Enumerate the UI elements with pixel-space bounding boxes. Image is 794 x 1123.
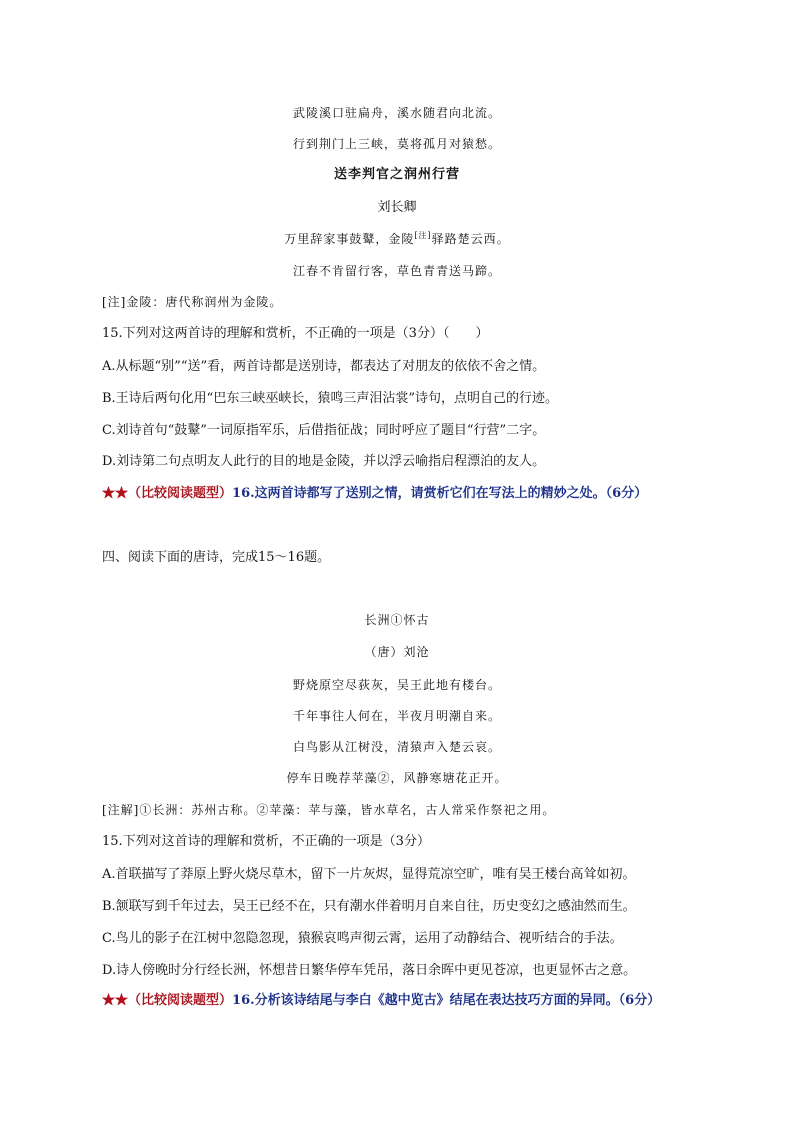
question-type-tag-2: （比较阅读题型） <box>128 993 233 1008</box>
poem-line-3: 白鸟影从江树没，清猿声入楚云哀。 <box>292 740 501 754</box>
q15-2-option-b: B.颔联写到千年过去，吴王已经不在，只有潮水伴着明月自来自往，历史变幻之感油然而生。 <box>102 899 636 914</box>
q15-2-option-d: D.诗人傍晚时分行经长洲，怀想昔日繁华停车凭吊，落日余晖中更见苍凉，也更显怀古之意。 <box>102 963 637 978</box>
poem-line-4: 停车日晚荐苹藻②，风静寒塘花正开。 <box>286 771 508 785</box>
poem-b-line-2: 江春不肯留行客，草色青青送马蹄。 <box>292 264 501 278</box>
poem-b-line-1-pre: 万里辞家事鼓鼙，金陵 <box>284 232 415 246</box>
poem-line-2: 千年事往人何在，半夜月明潮自来。 <box>292 709 501 723</box>
q15-stem-2: 15.下列对这首诗的理解和赏析，不正确的一项是（3分） <box>102 834 430 849</box>
q15-2-option-a: A.首联描写了莽原上野火烧尽草木，留下一片灰烬，显得荒凉空旷，唯有吴王楼台高耸如初。 <box>102 867 636 882</box>
q16-2-text: 16.分析该诗结尾与李白《越中览古》结尾在表达技巧方面的异同。（6分） <box>232 993 661 1008</box>
section-heading: 四、阅读下面的唐诗，完成15～16题。 <box>102 550 331 565</box>
poem-b-author: 刘长卿 <box>377 200 417 215</box>
q16-line <box>102 485 647 503</box>
q15-option-c: C.刘诗首句“鼓鼙”一词原指军乐，后借指征战；同时呼应了题目“行营”二字。 <box>102 423 546 438</box>
poem-author: （唐）刘沧 <box>364 645 430 659</box>
poem-b-line-1 <box>0 230 794 248</box>
q15-option-a: A.从标题“别”“送”看，两首诗都是送别诗，都表达了对朋友的依依不舍之情。 <box>102 359 546 374</box>
poem-line-1: 野烧原空尽荻灰，吴王此地有楼台。 <box>292 678 501 692</box>
q16-2-line <box>102 992 660 1010</box>
q15-2-option-c: C.鸟儿的影子在江树中忽隐忽现，猿猴哀鸣声彻云霄，运用了动静结合、视听结合的手法。 <box>102 931 623 946</box>
poem-b-title: 送李判官之润州行营 <box>333 167 460 182</box>
poem-b-line-1-post: 驿路楚云西。 <box>431 232 510 246</box>
question-type-tag: （比较阅读题型） <box>128 486 233 501</box>
star-rating: ★★ <box>102 486 129 501</box>
star-rating-2: ★★ <box>102 993 129 1008</box>
q15-option-b: B.王诗后两句化用“巴东三峡巫峡长，猿鸣三声泪沾裳”诗句，点明自己的行迹。 <box>102 391 558 406</box>
q15-stem: 15.下列对这两首诗的理解和赏析，不正确的一项是（3分）（ ） <box>102 326 489 341</box>
poem-title: 长洲①怀古 <box>364 613 430 627</box>
poem-a-line-1: 武陵溪口驻扁舟，溪水随君向北流。 <box>292 106 501 120</box>
poem-b-note: [注]金陵：唐代称润州为金陵。 <box>102 295 283 309</box>
poem-note: [注解]①长洲：苏州古称。②苹藻：苹与藻，皆水草名，古人常采作祭祀之用。 <box>102 803 556 817</box>
q16-text: 16.这两首诗都写了送别之情，请赏析它们在写法上的精妙之处。（6分） <box>232 486 648 501</box>
poem-a-line-2: 行到荆门上三峡，莫将孤月对猿愁。 <box>292 137 501 151</box>
q15-option-d: D.刘诗第二句点明友人此行的目的地是金陵，并以浮云喻指启程漂泊的友人。 <box>102 454 546 469</box>
footnote-marker: [注] <box>414 231 432 240</box>
